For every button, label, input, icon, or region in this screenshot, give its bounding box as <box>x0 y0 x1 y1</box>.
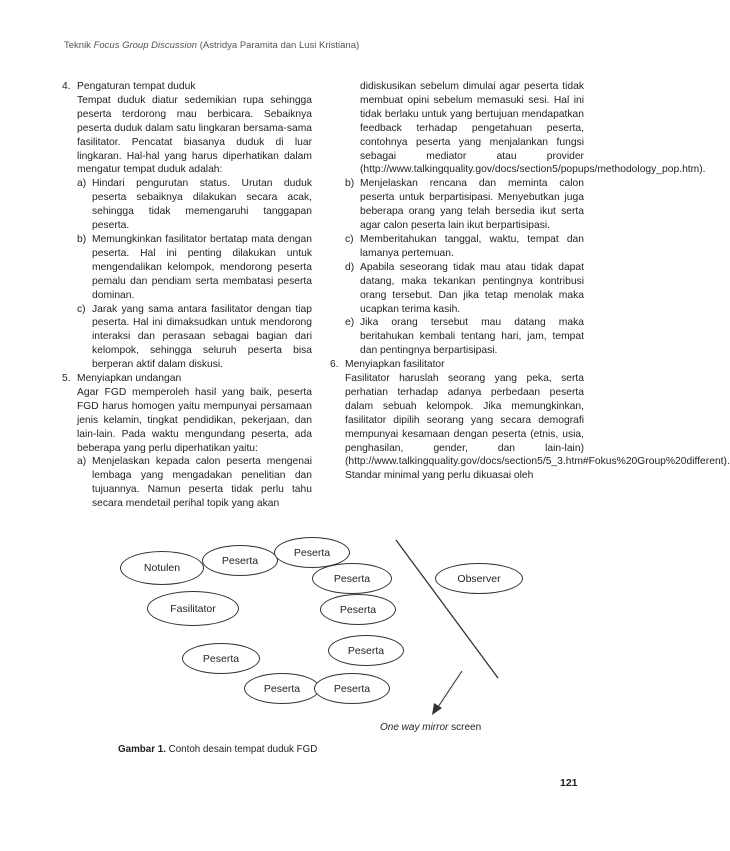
header-suffix: (Astridya Paramita dan Lusi Kristiana) <box>197 40 360 51</box>
sub-text: Memungkinkan fasilitator bertatap mata dengan peserta. Hal ini penting dilakukan untuk mengendalikan kelompok, mendorong peserta pemalu dan pendiam serta membatasi peserta dominan. <box>92 233 312 301</box>
sub-text: Menjelaskan rencana dan meminta calon peserta untuk berpartisipasi. Menyebutkan juga beberapa orang yang telah bersedia ikut serta agar calon peserta lain ikut berpartisipasi. <box>360 178 584 232</box>
peserta-seat: Peserta <box>312 563 392 594</box>
seating-diagram <box>60 535 600 765</box>
sub-text: Apabila seseorang tidak mau atau tidak dapat datang, maka tekankan pentingnya kontribusi orang tersebut. Dan jika tetap menolak maka ucapkan terima kasih. <box>360 261 584 315</box>
item-6-body: Fasilitator haruslah seorang yang peka, serta perhatian terhadap adanya perbedaan peserta dalam sebuah kelompok. Jika memungkinkan, fasilitator dipilih seorang yang secara demografi mempunyai kesamaan dengan peserta (etnis, usia, penghasilan, gender, dan lain-lain) (http://www.talkingquality.gov/docs/section5/5_3.htm#Fokus%20Group%20different). <box>345 373 730 468</box>
list-item <box>345 261 584 317</box>
peserta-seat: Peserta <box>314 673 390 704</box>
sub-label: d) <box>345 261 355 273</box>
mirror-line <box>396 540 498 678</box>
peserta-seat: Peserta <box>320 594 396 625</box>
header-prefix: Teknik <box>64 40 94 51</box>
mirror-arrow-shaft <box>438 671 462 707</box>
caption-label: Gambar 1. <box>118 744 166 755</box>
notulen-seat: Notulen <box>120 551 204 585</box>
item-number: 5. <box>62 373 71 385</box>
list-item <box>77 303 312 373</box>
item-title: Pengaturan tempat duduk <box>77 81 196 92</box>
item-5 <box>62 372 312 386</box>
mirror-label <box>380 722 481 733</box>
sub-text: Hindari pengurutan status. Urutan duduk peserta sebaiknya dilakukan secara acak, sehingga tidak memengaruhi tanggapan peserta. <box>92 178 312 232</box>
running-header <box>64 40 359 51</box>
item-6-last-line: Standar minimal yang perlu dikuasai oleh <box>345 470 534 482</box>
sub-label: a) <box>77 178 87 190</box>
sub-text: Jika orang tersebut mau datang maka beritahukan kembali tentang hari, jam, tempat dan pentingnya berpartisipasi. <box>360 317 584 357</box>
item-number: 6. <box>330 359 339 371</box>
peserta-seat: Peserta <box>274 537 350 568</box>
sub-text: Jarak yang sama antara fasilitator dengan tiap peserta. Hal ini dimaksudkan untuk mendorong interaksi dan perasaan sebagai bagian dari kelompok, sehingga seluruh peserta bisa berperan aktif dalam diskusi. <box>92 303 312 371</box>
peserta-seat: Peserta <box>202 545 278 576</box>
continued-text: didiskusikan sebelum dimulai agar peserta tidak membuat opini sebelum memasuki sesi. Hal ini tidak berlaku untuk yang bertujuan mendapatkan feedback terhadap pengetahuan peserta, contohnya peserta yang menjalankan fungsi sebagai mediator atau provider (http://www.talkingquality.gov/docs/section5/popups/methodology_pop.htm). <box>360 81 706 176</box>
sub-label: c) <box>345 233 354 245</box>
list-item <box>77 233 312 303</box>
item-4 <box>62 80 312 94</box>
list-item <box>77 455 312 511</box>
observer-seat: Observer <box>435 563 523 594</box>
mirror-italic: One way mirror <box>380 722 449 733</box>
item-title: Menyiapkan fasilitator <box>345 359 445 371</box>
fasilitator-seat: Fasilitator <box>147 591 239 626</box>
sub-label: c) <box>77 303 86 315</box>
mirror-rest: screen <box>448 722 482 733</box>
item-5-body: Agar FGD memperoleh hasil yang baik, peserta FGD harus homogen yaitu mempunyai persamaan jenis kelamin, tingkat pendidikan, pekerjaan, dan lain-lain. Pada waktu mengundang peserta, ada beberapa yang perlu diperhatikan yaitu: <box>77 386 312 454</box>
caption-text: Contoh desain tempat duduk FGD <box>165 744 318 755</box>
right-column <box>330 80 730 483</box>
peserta-seat: Peserta <box>182 643 260 674</box>
sub-label: b) <box>345 178 355 190</box>
figure-caption <box>118 744 317 755</box>
peserta-seat: Peserta <box>328 635 404 666</box>
sub-text: Memberitahukan tanggal, waktu, tempat dan lamanya pertemuan. <box>360 233 584 259</box>
left-column <box>62 80 312 511</box>
item-number: 4. <box>62 81 71 92</box>
peserta-seat: Peserta <box>244 673 320 704</box>
page-number: 121 <box>560 777 578 789</box>
mirror-arrowhead <box>432 703 442 715</box>
item-4-body: Tempat duduk diatur sedemikian rupa sehingga peserta terdorong mau berbicara. Sebaiknya peserta duduk dalam satu lingkaran bersama-sama fasilitator. Pencatat biasanya duduk di luar lingkaran. Hal-hal yang harus diperhatikan dalam mengatur tempat duduk adalah: <box>77 94 312 176</box>
list-item <box>345 316 584 358</box>
list-item <box>345 177 584 233</box>
sub-label: b) <box>77 233 87 245</box>
item-title: Menyiapkan undangan <box>77 373 182 385</box>
list-item <box>345 233 584 261</box>
sub-label: a) <box>77 456 87 468</box>
sub-text: Menjelaskan kepada calon peserta mengenai lembaga yang mengadakan penelitian dan tujuannya. Namun peserta tidak perlu tahu secara mendetail perihal topik yang akan <box>92 456 312 510</box>
sub-label: e) <box>345 317 355 329</box>
item-6 <box>330 358 584 372</box>
header-italic: Focus Group Discussion <box>93 40 198 51</box>
list-item <box>77 177 312 233</box>
